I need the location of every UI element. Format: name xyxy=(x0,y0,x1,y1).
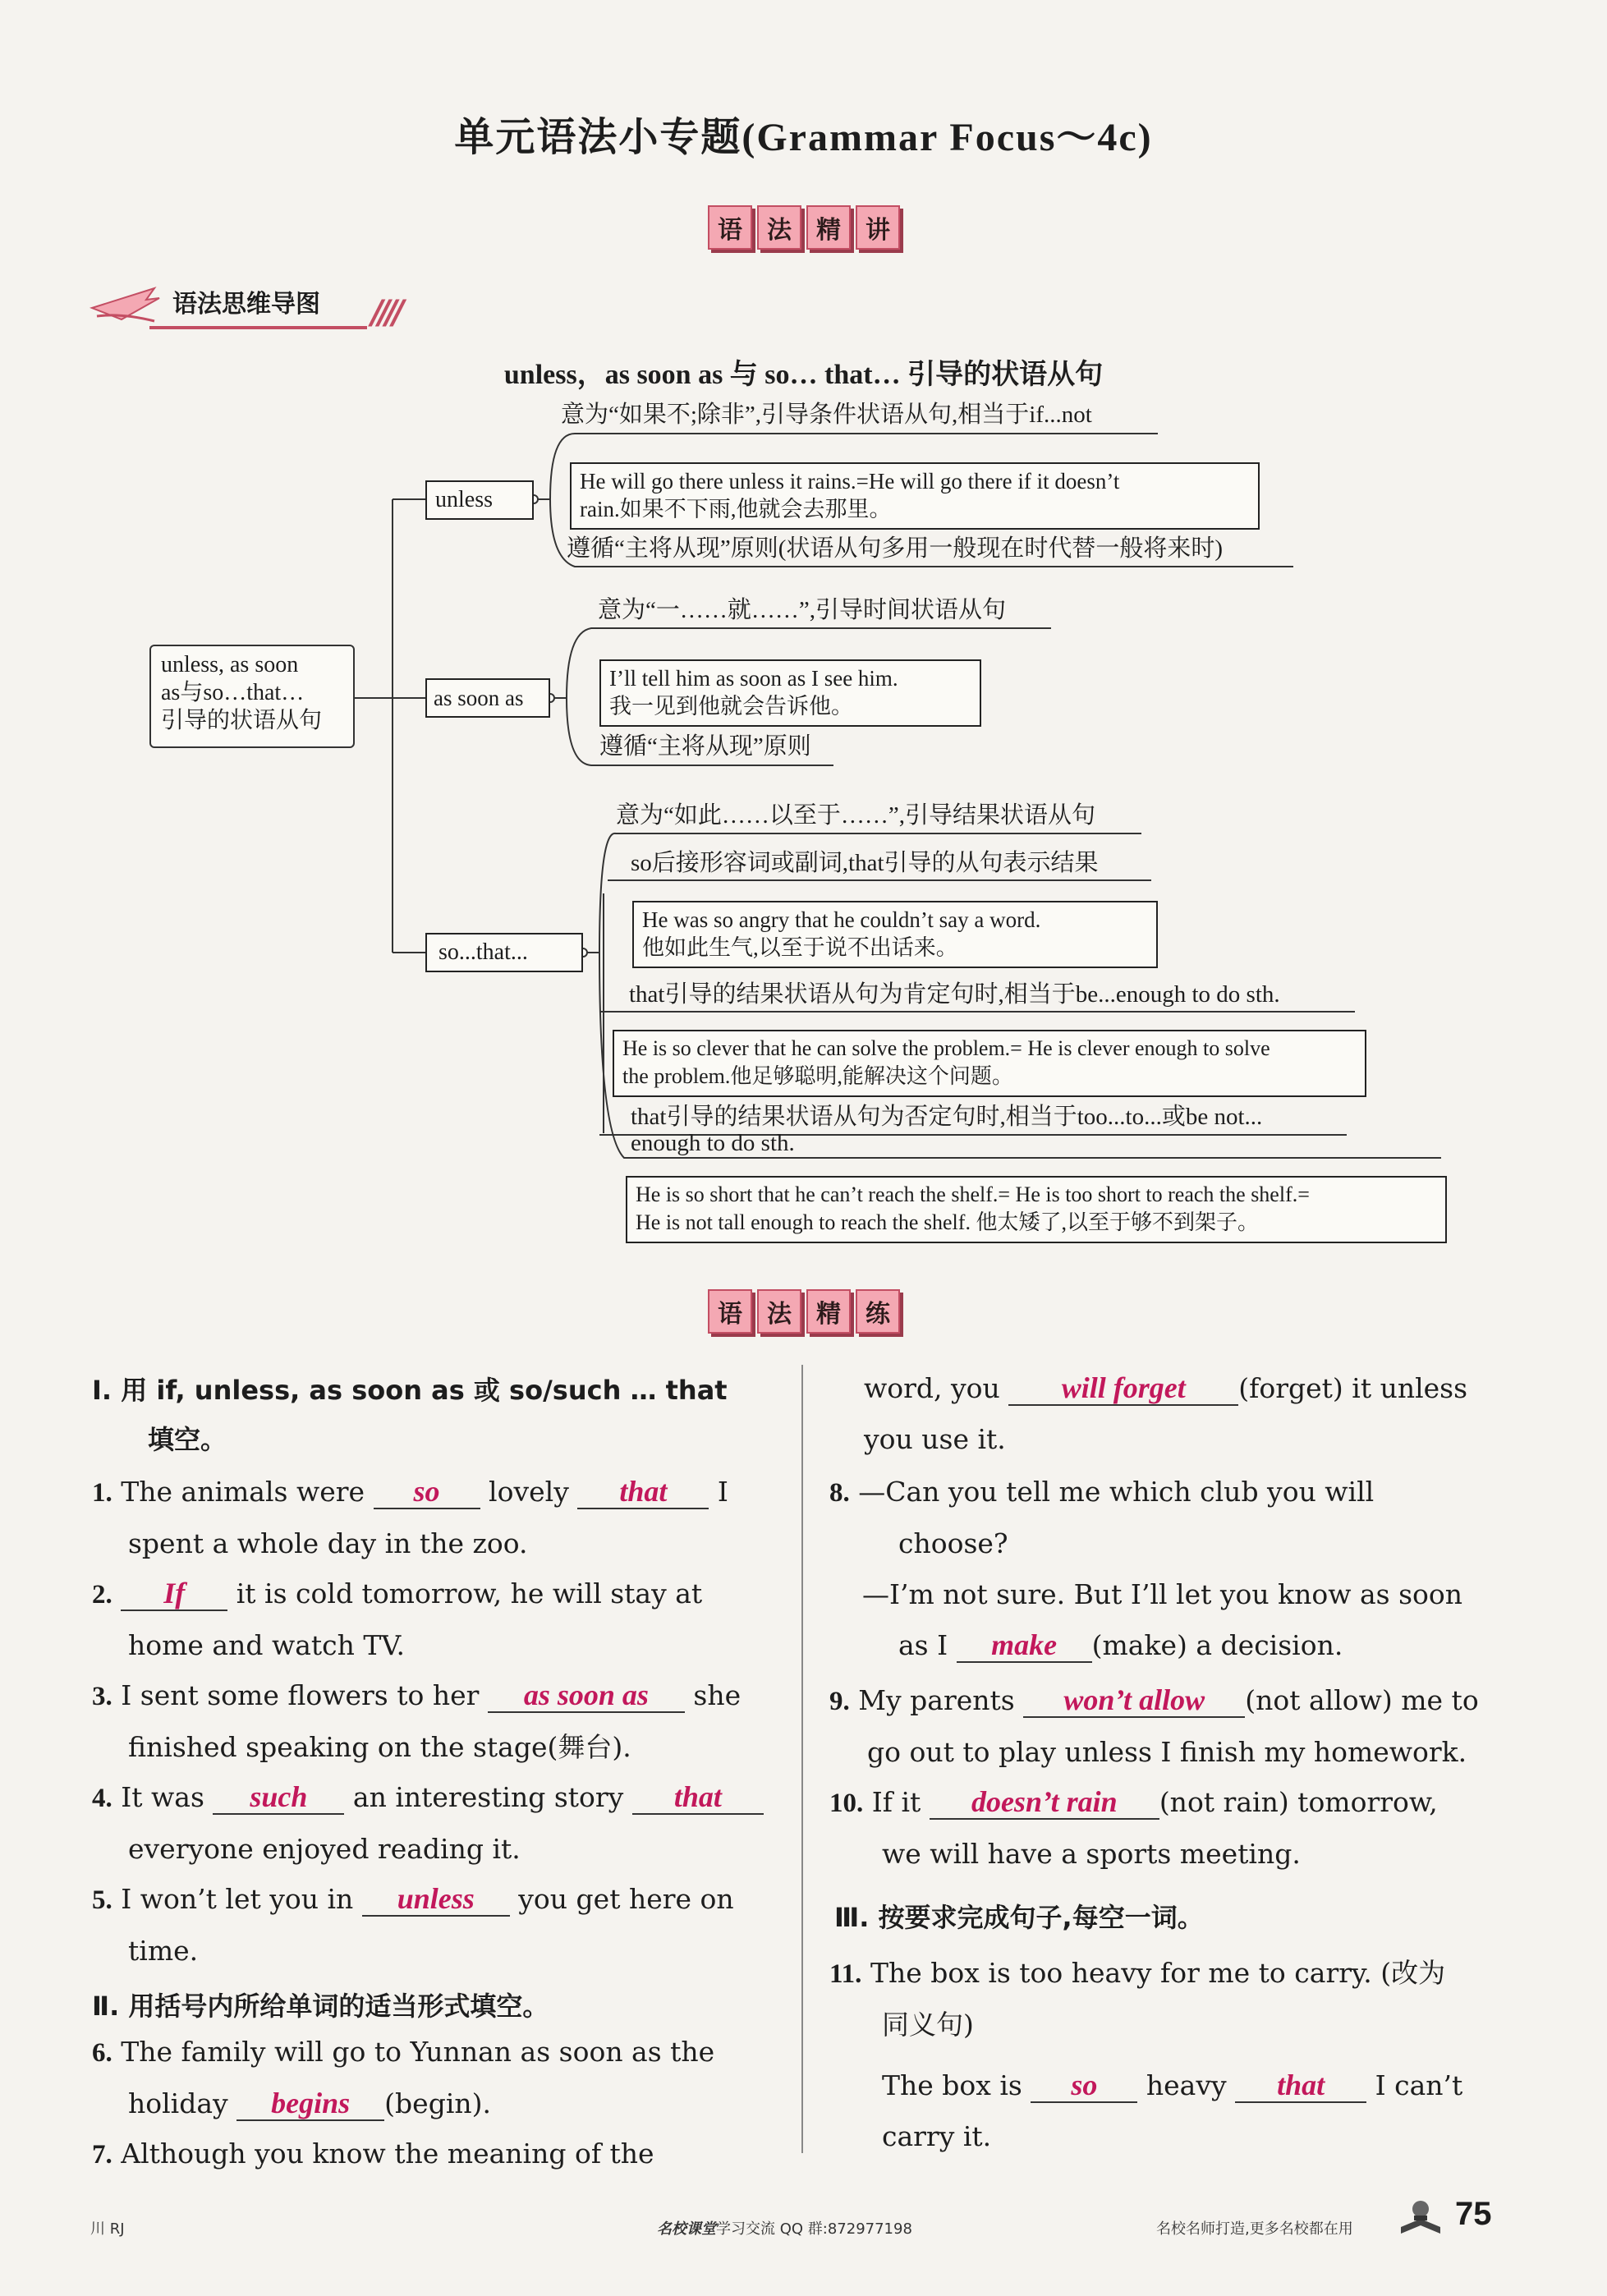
q-text: everyone enjoyed reading it. xyxy=(128,1833,521,1865)
book-logo-icon xyxy=(1396,2194,1445,2240)
answer-blank[interactable]: so xyxy=(374,1475,480,1509)
q-text: It was xyxy=(121,1781,204,1813)
q-text: time. xyxy=(128,1935,199,1967)
q-text: —Can you tell me which club you will xyxy=(858,1476,1375,1508)
q-text: The animals were xyxy=(121,1476,365,1508)
footer-left: 川 RJ xyxy=(90,2220,125,2238)
section-badge-practice xyxy=(708,1289,900,1334)
q-text: as I xyxy=(898,1629,948,1661)
root-line: 引导的状语从句 xyxy=(161,708,323,733)
question-7 xyxy=(92,2128,769,2180)
example-line: He is so short that he can’t reach the shelf.= He is too short to reach the shelf.= xyxy=(636,1182,1310,1206)
q-text: home and watch TV. xyxy=(128,1629,405,1661)
q-num: 6. xyxy=(92,2038,112,2068)
q-text: The box is too heavy for me to carry. (改为 xyxy=(870,1957,1446,1989)
note-line: enough to do sth. xyxy=(631,1130,795,1156)
badge-char: 练 xyxy=(856,1289,900,1334)
question-5 xyxy=(92,1874,769,1977)
q-text: spent a whole day in the zoo. xyxy=(128,1527,528,1559)
sothat-example3 xyxy=(626,1176,1447,1243)
ribbon-slashes: //// xyxy=(371,294,400,332)
q-num: 7. xyxy=(92,2140,112,2170)
question-3 xyxy=(92,1670,769,1773)
note-line: that引导的结果状语从句为否定句时,相当于too...to...或be not... xyxy=(631,1104,1263,1130)
q-text: I xyxy=(717,1476,728,1508)
assoon-meaning: 意为“一……就……”,引导时间状语从句 xyxy=(598,597,1006,623)
badge-char: 精 xyxy=(806,205,851,250)
example-line: He was so angry that he couldn’t say a word. xyxy=(642,907,1041,932)
sothat-meaning: 意为“如此……以至于……”,引导结果状语从句 xyxy=(616,802,1095,829)
answer-blank[interactable]: will forget xyxy=(1008,1371,1238,1406)
part1-title-2: 填空。 xyxy=(148,1424,227,1455)
q-text: My parents xyxy=(858,1684,1015,1716)
root-line: as与so…that… xyxy=(161,680,305,705)
unless-meaning: 意为“如果不;除非”,引导条件状语从句,相当于if...not xyxy=(561,402,1092,428)
sothat-node: so...that... xyxy=(425,933,583,972)
example-line: 我一见到他就会告诉他。 xyxy=(609,694,853,719)
answer-blank[interactable]: begins xyxy=(236,2087,384,2121)
example-line: rain.如果不下雨,他就会去那里。 xyxy=(580,497,892,521)
assoon-node: as soon as xyxy=(425,678,550,718)
example-line: 他如此生气,以至于说不出话来。 xyxy=(642,935,958,960)
answer-blank[interactable]: so xyxy=(1031,2069,1137,2103)
answer-blank[interactable]: make xyxy=(957,1628,1092,1663)
page-number: 75 xyxy=(1455,2196,1492,2232)
example-line: He is not tall enough to reach the shelf. 他太矮了,以至于够不到架子。 xyxy=(636,1210,1259,1234)
q-text: you get here on xyxy=(518,1883,734,1915)
part2-title: Ⅱ. 用括号内所给单词的适当形式填空。 xyxy=(92,1991,549,2022)
q-text: heavy xyxy=(1146,2069,1227,2101)
q-num: 8. xyxy=(829,1478,850,1508)
root-node xyxy=(149,645,355,748)
question-2 xyxy=(92,1568,769,1671)
assoon-rule: 遵循“主将从现”原则 xyxy=(599,733,811,760)
question-10 xyxy=(829,1777,1511,1880)
answer-blank[interactable]: won’t allow xyxy=(1023,1683,1245,1718)
diagram-title: unless，as soon as 与 so… that… 引导的状语从句 xyxy=(503,360,1104,390)
question-1 xyxy=(92,1467,769,1569)
q-text: lovely xyxy=(489,1476,569,1508)
answer-blank[interactable]: that xyxy=(632,1780,764,1815)
q-num: 9. xyxy=(829,1687,850,1716)
answer-blank[interactable]: unless xyxy=(362,1882,510,1917)
q-num: 4. xyxy=(92,1784,112,1813)
footer-brand: 名校课堂 xyxy=(657,2220,716,2238)
q-text: (make) a decision. xyxy=(1091,1629,1343,1661)
badge-char: 语 xyxy=(708,1289,752,1334)
mindmap-label: 语法思维导图 xyxy=(172,290,320,319)
sothat-note2: that引导的结果状语从句为肯定句时,相当于be...enough to do sth. xyxy=(629,981,1280,1008)
unless-rule: 遵循“主将从现”原则(状语从句多用一般现在时代替一般将来时) xyxy=(567,535,1224,562)
badge-char: 精 xyxy=(806,1289,851,1334)
example-line: He is so clever that he can solve the problem.= He is clever enough to solve xyxy=(622,1036,1270,1060)
badge-char: 语 xyxy=(708,205,752,250)
question-4 xyxy=(92,1772,769,1875)
q-text: choose? xyxy=(898,1527,1008,1559)
answer-blank[interactable]: doesn’t rain xyxy=(930,1785,1159,1820)
title-en: (Grammar Focus～4c) xyxy=(742,116,1153,159)
q-text: (not rain) tomorrow, xyxy=(1159,1786,1438,1818)
question-7-cont xyxy=(864,1363,1513,1465)
q-num: 1. xyxy=(92,1478,112,1508)
q-text: I can’t xyxy=(1375,2069,1463,2101)
footer-center xyxy=(657,2217,912,2239)
q-text: If it xyxy=(871,1786,921,1818)
q-text: 同义句) xyxy=(882,2009,974,2041)
question-9 xyxy=(829,1675,1511,1778)
question-8 xyxy=(829,1467,1511,1671)
q-num: 11. xyxy=(829,1959,862,1989)
q-num: 10. xyxy=(829,1789,864,1818)
q-num: 3. xyxy=(92,1682,112,1711)
q-text: I sent some flowers to her xyxy=(121,1679,480,1711)
q-text: carry it. xyxy=(882,2120,992,2152)
q-text: (not allow) me to xyxy=(1245,1684,1479,1716)
question-11 xyxy=(829,1948,1511,2162)
part3-title: Ⅲ. 按要求完成句子,每空一词。 xyxy=(834,1902,1204,1933)
sothat-note3 xyxy=(631,1104,1262,1156)
q-text: (forget) it unless xyxy=(1238,1372,1468,1404)
sothat-example2 xyxy=(613,1030,1366,1097)
question-6 xyxy=(92,2027,769,2129)
footer-right: 名校名师打造,更多名校都在用 xyxy=(1156,2220,1353,2238)
q-num: 5. xyxy=(92,1885,112,1915)
q-text: she xyxy=(693,1679,742,1711)
sothat-example1 xyxy=(632,901,1158,968)
q-text: we will have a sports meeting. xyxy=(882,1838,1301,1870)
q-text: (begin). xyxy=(384,2087,491,2119)
example-line: He will go there unless it rains.=He will go there if it doesn’t xyxy=(580,469,1120,494)
part1-title: Ⅰ. 用 if, unless, as soon as 或 so/such … that xyxy=(92,1375,728,1406)
badge-char: 法 xyxy=(757,1289,801,1334)
q-text: —I’m not sure. But I’ll let you know as soon xyxy=(862,1578,1462,1610)
q-text: The box is xyxy=(882,2069,1022,2101)
footer-qq: 学习交流 QQ 群:872977198 xyxy=(716,2220,912,2238)
q-text: word, you xyxy=(864,1372,1000,1404)
q-text: go out to play unless I finish my homework. xyxy=(867,1736,1467,1768)
sothat-note1: so后接形容词或副词,that引导的从句表示结果 xyxy=(631,850,1099,876)
example-line: I’ll tell him as soon as I see him. xyxy=(609,666,898,691)
q-text: holiday xyxy=(128,2087,228,2119)
q-text: an interesting story xyxy=(352,1781,624,1813)
q-num: 2. xyxy=(92,1580,112,1609)
unless-example xyxy=(570,462,1260,530)
q-text: finished speaking on the stage(舞台). xyxy=(128,1731,631,1763)
example-line: the problem.他足够聪明,能解决这个问题。 xyxy=(622,1064,1013,1088)
root-line: unless, as soon xyxy=(161,652,299,677)
assoon-example xyxy=(599,659,981,727)
answer-blank[interactable]: If xyxy=(121,1577,227,1611)
q-text: you use it. xyxy=(864,1423,1006,1455)
title-cn: 单元语法小专题 xyxy=(454,114,742,160)
badge-char: 讲 xyxy=(856,205,900,250)
q-text: The family will go to Yunnan as soon as the xyxy=(121,2036,715,2068)
q-text: it is cold tomorrow, he will stay at xyxy=(236,1577,703,1609)
unless-node: unless xyxy=(425,480,534,520)
q-text: Although you know the meaning of the xyxy=(121,2138,654,2170)
q-text: I won’t let you in xyxy=(121,1883,354,1915)
badge-char: 法 xyxy=(757,205,801,250)
answer-blank[interactable]: that xyxy=(1235,2069,1366,2103)
column-divider xyxy=(801,1365,803,2153)
answer-blank[interactable]: that xyxy=(577,1475,709,1509)
answer-blank[interactable]: such xyxy=(213,1780,344,1815)
answer-blank[interactable]: as soon as xyxy=(488,1678,685,1713)
